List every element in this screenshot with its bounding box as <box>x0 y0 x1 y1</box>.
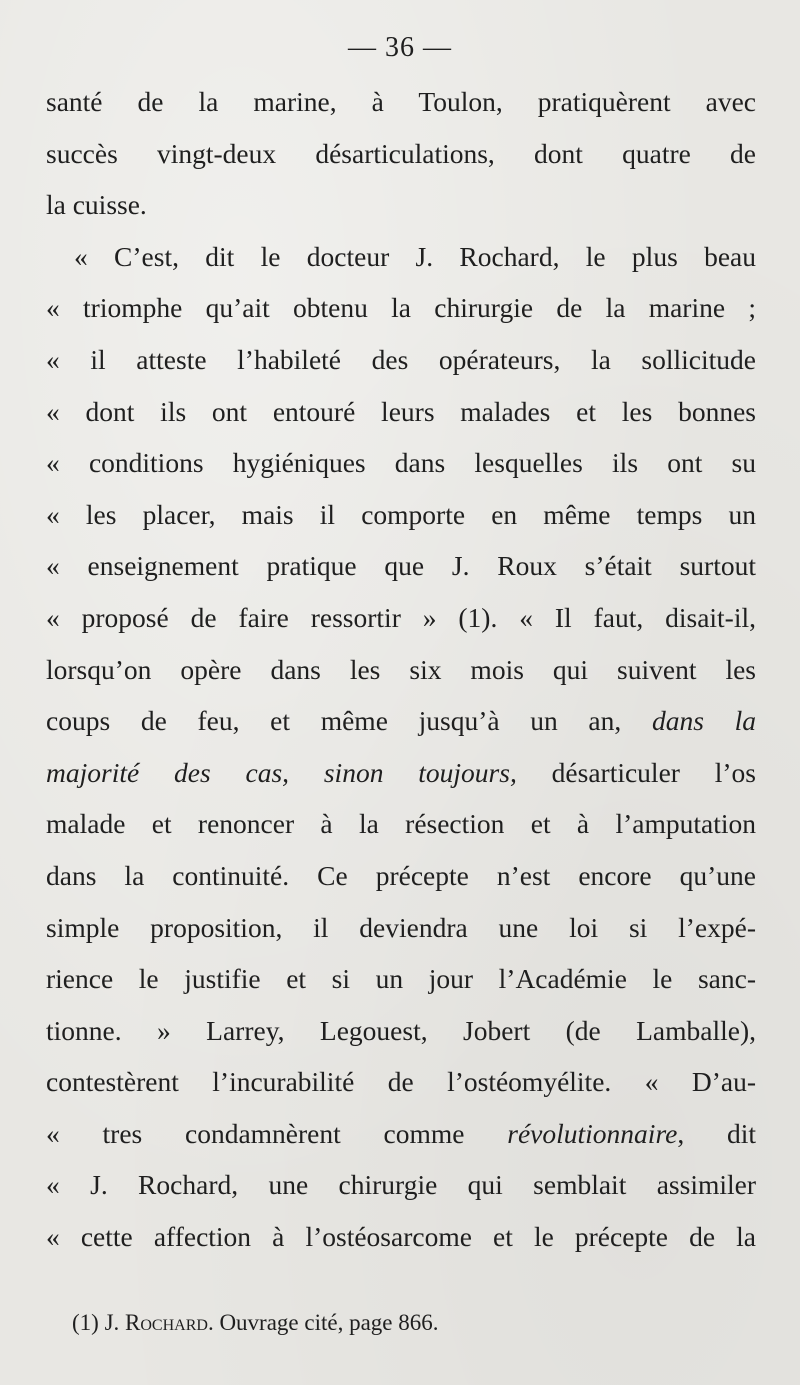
footnote-marker: (1) J. <box>72 1310 126 1335</box>
text-line: « J. Rochard, une chirurgie qui semblait assimiler <box>46 1169 756 1201</box>
text-line: « triomphe qu’ait obtenu la chirurgie de la marine ; <box>46 292 756 324</box>
text-segment: « tres condamnèrent comme <box>46 1117 465 1149</box>
text-line: « il atteste l’habileté des opérateurs, la sollicitude <box>46 343 756 375</box>
text-line: santé de la marine, à Toulon, pratiquèrent avec <box>46 86 756 117</box>
footnote <box>72 1308 439 1338</box>
italic-text: révolutionnaire <box>507 1117 678 1149</box>
footnote-author: Rochard <box>125 1310 208 1335</box>
text-line: dans la continuité. Ce précepte n’est encore qu’une <box>46 859 756 891</box>
text-line: rience le justifie et si un jour l’Académie le sanc- <box>46 963 756 995</box>
text-line <box>46 747 756 799</box>
text-line: « C’est, dit le docteur J. Rochard, le plus beau <box>74 240 756 272</box>
text-line: lorsqu’on opère dans les six mois qui suivent les <box>46 653 756 685</box>
text-segment: , dit <box>677 1117 757 1149</box>
text-line: « enseignement pratique que J. Roux s’était surtout <box>46 550 756 582</box>
text-segment: désarticuler l’os <box>516 756 757 788</box>
text-line: contestèrent l’incurabilité de l’ostéomyélite. « D’au- <box>46 1066 756 1098</box>
text-line: malade et renoncer à la résection et à l’amputation <box>46 808 756 840</box>
text-line: « proposé de faire ressortir » (1). « Il faut, disait-il, <box>46 601 756 633</box>
text-line: tionne. » Larrey, Legouest, Jobert (de Lamballe), <box>46 1014 756 1046</box>
text-line: « conditions hygiéniques dans lesquelles ils ont su <box>46 447 756 479</box>
text-segment: coups de feu, et même jusqu’à un an, <box>46 705 622 737</box>
text-line: « dont ils ont entouré leurs malades et les bonnes <box>46 395 756 427</box>
text-line: « cette affection à l’ostéosarcome et le précepte de la <box>46 1221 756 1253</box>
body-text <box>46 76 756 1263</box>
text-line: « les placer, mais il comporte en même temps un <box>46 498 756 530</box>
footnote-text: . Ouvrage cité, page 866. <box>207 1310 439 1335</box>
text-line: succès vingt-deux désarticulations, dont quatre de <box>46 137 756 169</box>
text-line <box>46 1108 756 1160</box>
italic-text: majorité des cas, sinon toujours, <box>46 756 517 788</box>
page-number: — 36 — <box>348 32 452 63</box>
text-line: la cuisse. <box>46 189 147 221</box>
text-line <box>46 695 756 747</box>
text-line: simple proposition, il deviendra une loi si l’expé- <box>46 911 756 943</box>
italic-text: dans la <box>651 705 757 737</box>
